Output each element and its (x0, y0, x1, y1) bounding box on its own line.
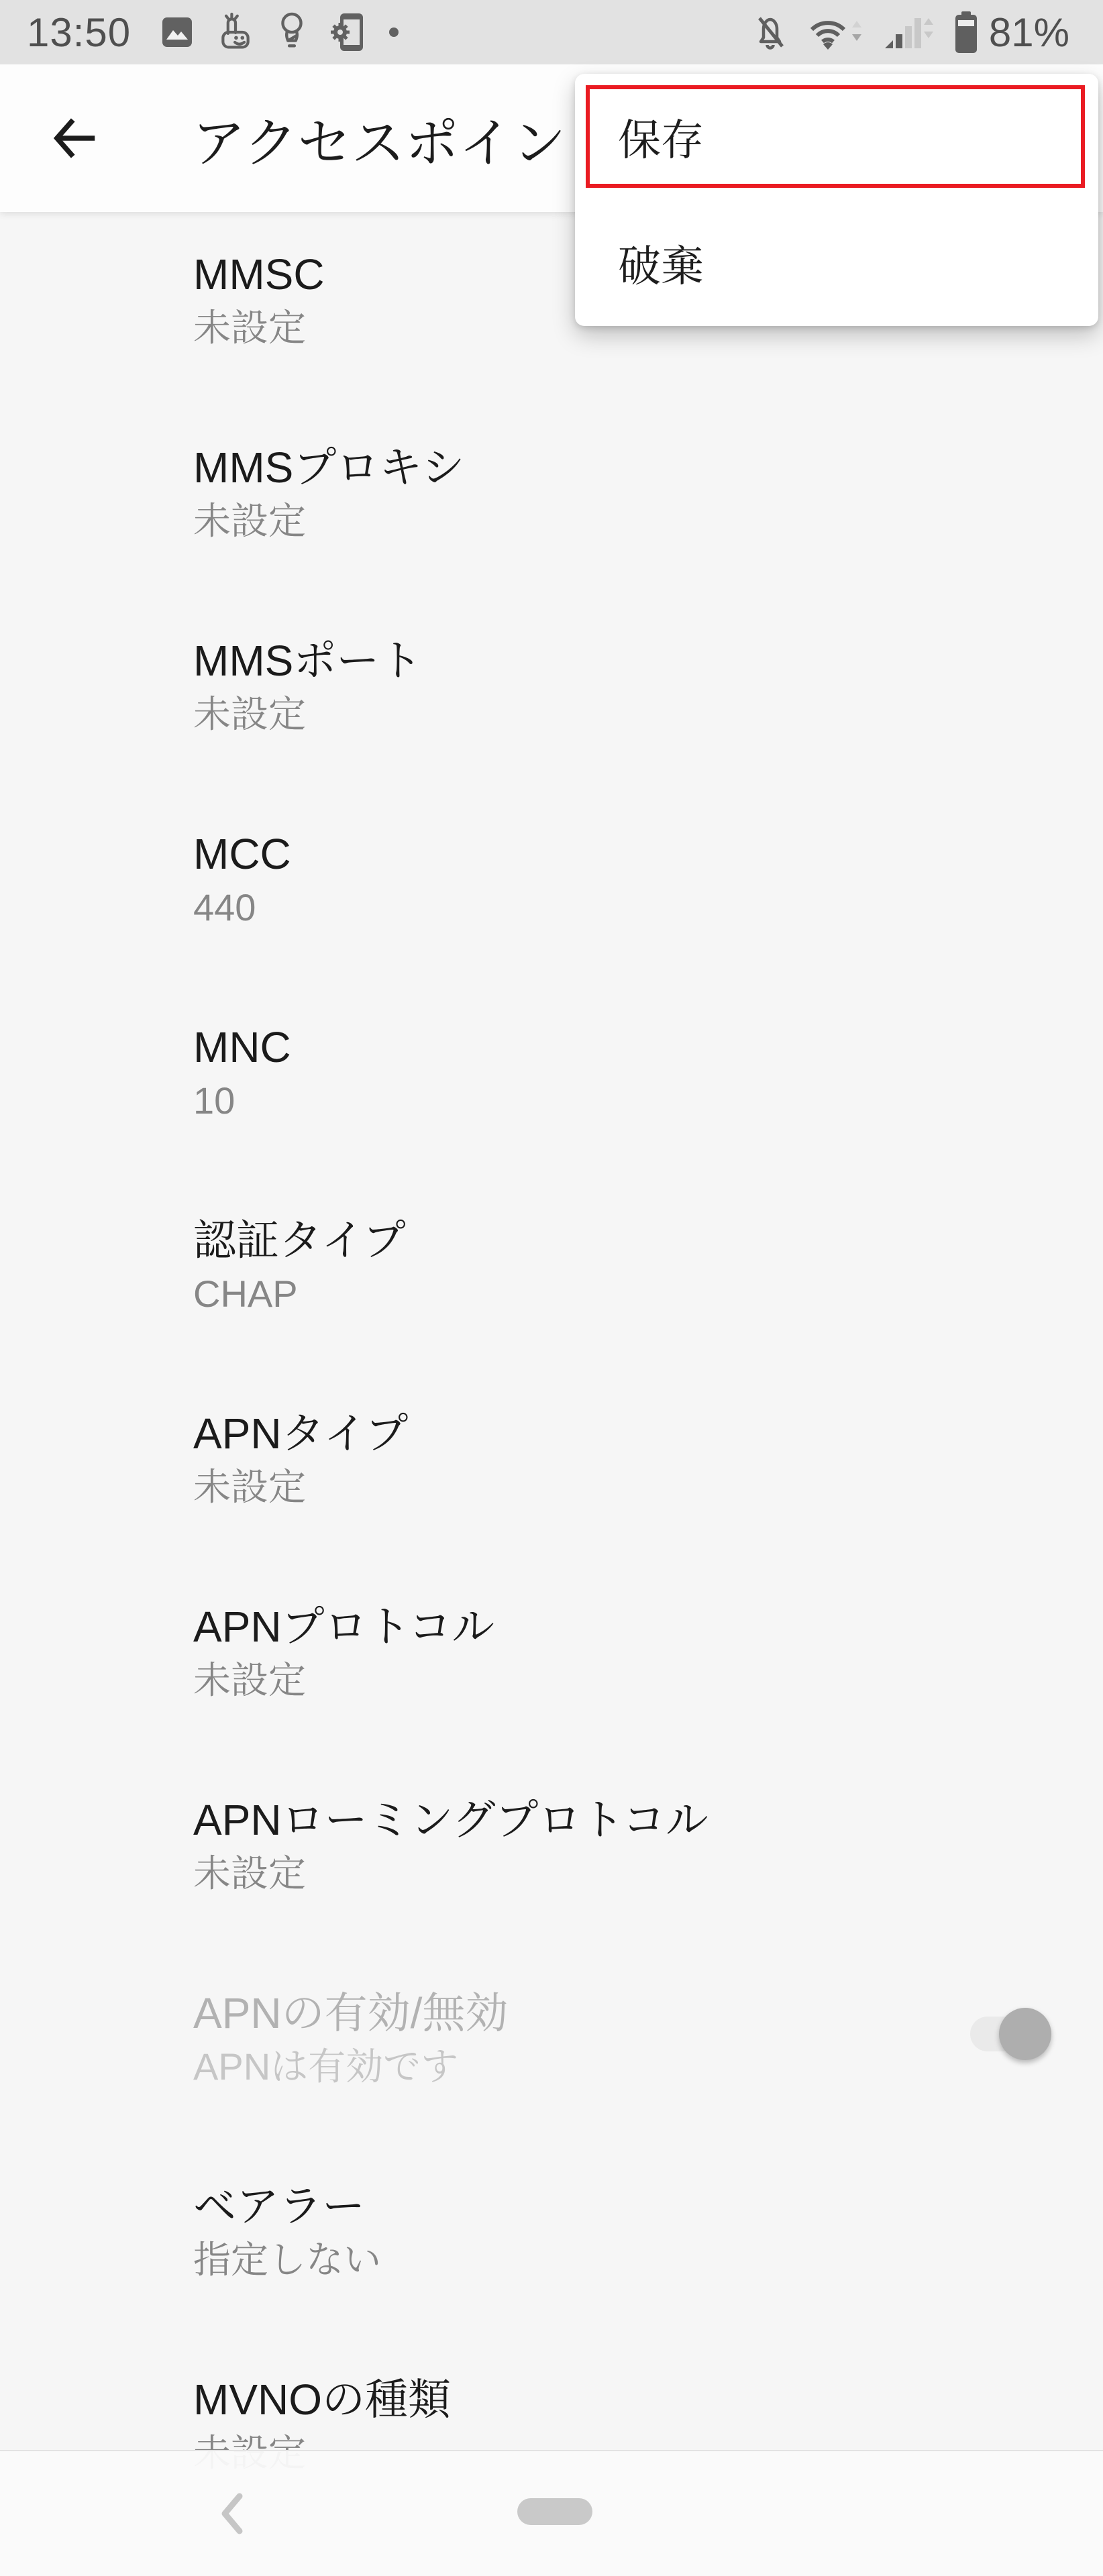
list-item[interactable] (0, 1578, 1103, 1771)
photo-icon (162, 17, 193, 48)
menu-item-discard[interactable] (575, 200, 1098, 326)
notification-dot (388, 27, 399, 38)
item-value: 未設定 (193, 1659, 306, 1701)
item-value: 未設定 (193, 500, 306, 542)
item-value: 未設定 (193, 693, 306, 735)
item-title: 認証タイプ (193, 1216, 406, 1265)
list-item[interactable] (0, 1964, 1103, 2157)
navigation-bar (0, 2450, 1103, 2576)
finger-mascot-icon (217, 12, 254, 52)
item-title: MVNOの種類 (193, 2375, 451, 2424)
menu-item-save[interactable] (575, 74, 1098, 200)
cellular-signal-icon (883, 13, 935, 51)
item-title: APNプロトコル (193, 1603, 495, 1651)
list-item[interactable] (0, 998, 1103, 1191)
item-value: 未設定 (193, 307, 306, 349)
phone-settings-icon (329, 12, 364, 52)
item-title: ベアラー (193, 2182, 365, 2231)
list-item[interactable] (0, 1771, 1103, 1964)
list-item[interactable] (0, 805, 1103, 998)
item-title: APNタイプ (193, 1409, 409, 1458)
item-title: MMSポート (193, 637, 423, 685)
wifi-icon (806, 13, 864, 51)
status-bar-right (734, 9, 1069, 56)
status-bar (0, 0, 1103, 64)
battery-percent: 81% (988, 9, 1069, 55)
item-title: APNの有効/無効 (193, 1989, 509, 2037)
battery-icon (954, 11, 978, 53)
item-title: APNローミングプロトコル (193, 1796, 708, 1844)
item-value: CHAP (193, 1273, 298, 1315)
status-bar-left (27, 9, 423, 56)
item-value: 指定しない (193, 2239, 381, 2281)
item-value: APNは有効です (193, 2045, 459, 2088)
item-value: 10 (193, 1079, 235, 1122)
back-chevron-icon[interactable] (201, 2483, 262, 2544)
list-item[interactable] (0, 1385, 1103, 1578)
back-arrow-icon[interactable] (42, 105, 109, 172)
notifications-off-icon (753, 13, 788, 51)
item-value: 未設定 (193, 1466, 306, 1508)
page-title: アクセスポイン (192, 113, 566, 173)
list-item[interactable] (0, 419, 1103, 612)
item-title: MMSC (193, 250, 325, 299)
lightbulb-icon (278, 12, 305, 52)
clock: 13:50 (27, 9, 132, 55)
apn-enabled-switch[interactable] (942, 1964, 1103, 2157)
item-title: MNC (193, 1023, 291, 1071)
item-title: MCC (193, 830, 291, 878)
item-title: MMSプロキシ (193, 443, 465, 492)
menu-item-save-label: 保存 (618, 116, 704, 164)
item-value: 440 (193, 886, 256, 928)
switch-thumb (999, 2008, 1051, 2060)
menu-item-discard-label: 破棄 (618, 242, 704, 290)
apn-list (0, 225, 1103, 2544)
save-discard-menu (575, 74, 1098, 326)
list-item[interactable] (0, 2157, 1103, 2351)
list-item[interactable] (0, 1191, 1103, 1385)
item-value: 未設定 (193, 1852, 306, 1894)
list-item[interactable] (0, 612, 1103, 805)
home-pill[interactable] (517, 2498, 592, 2525)
